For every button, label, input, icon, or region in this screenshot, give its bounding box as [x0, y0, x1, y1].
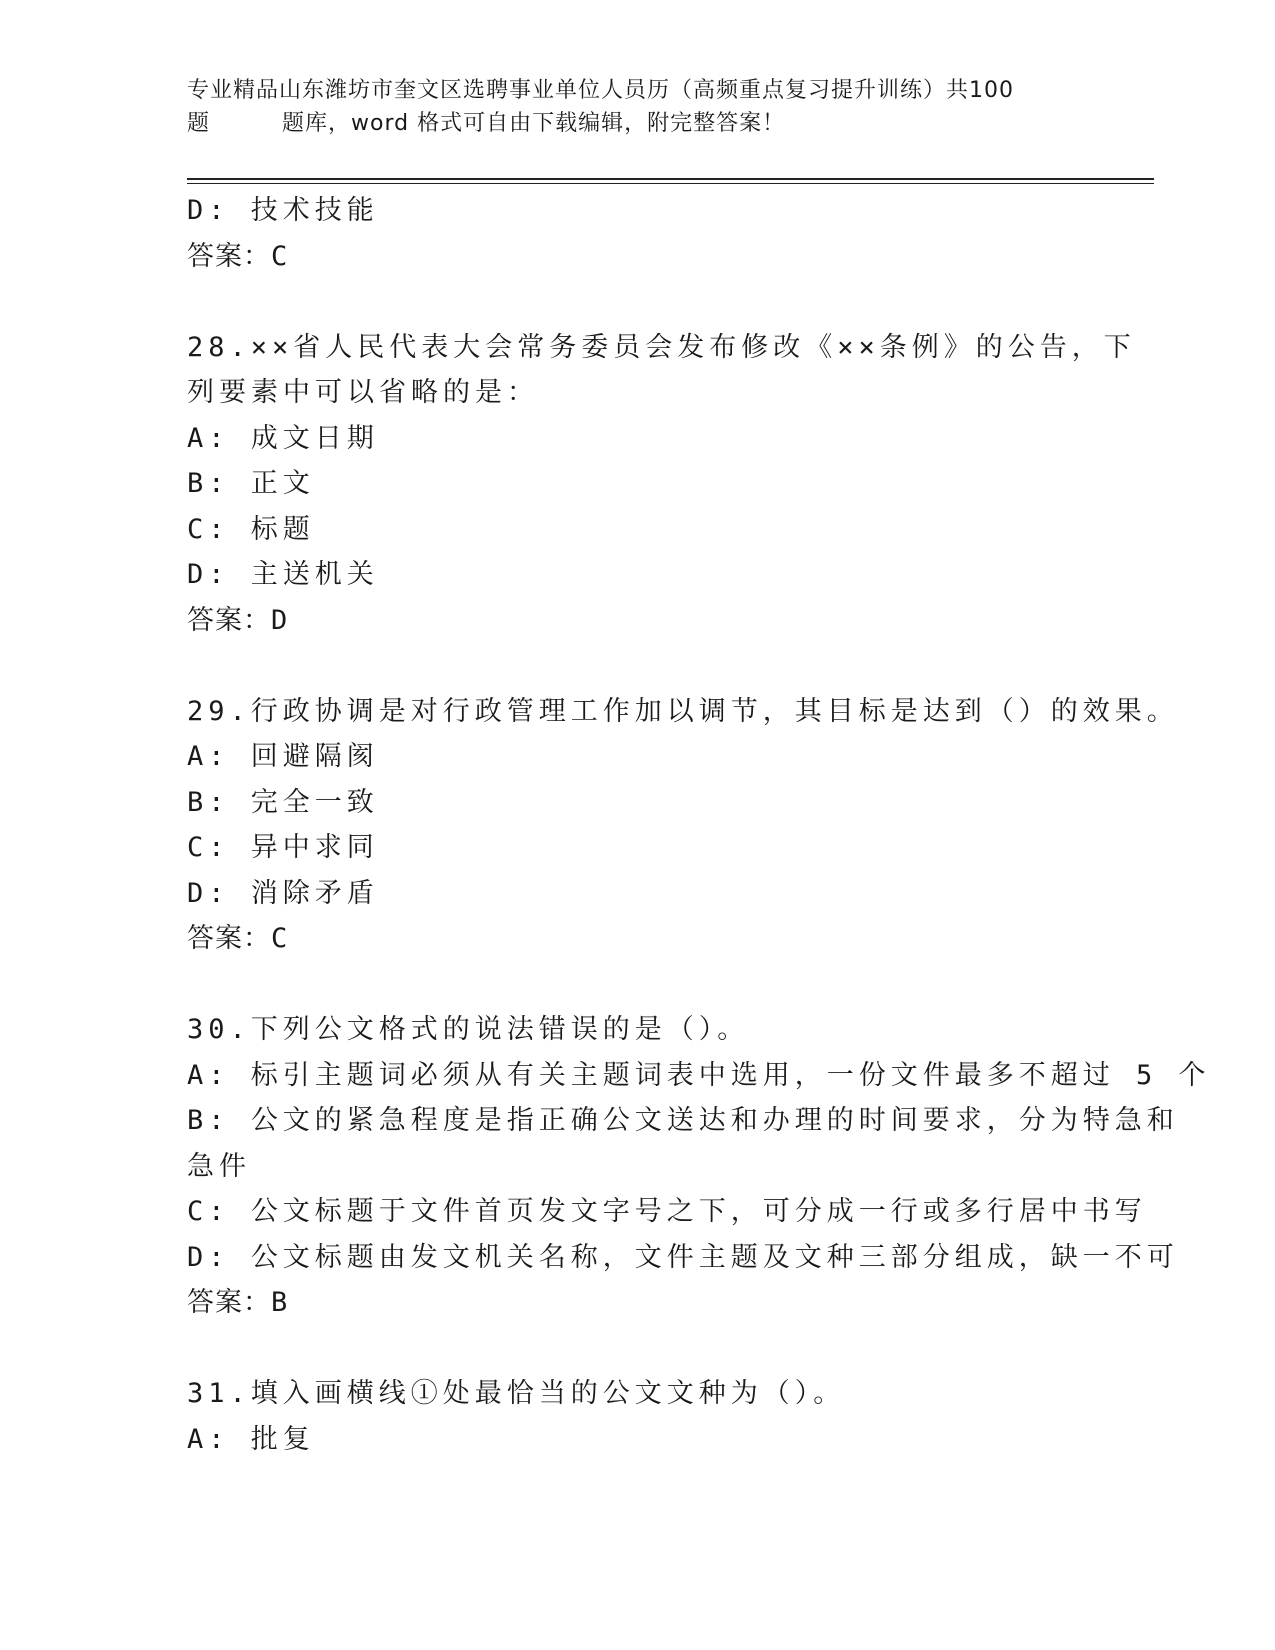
page-header [187, 74, 1087, 140]
header-title-line-2-start: 题 [187, 111, 211, 136]
option-c: C: 异中求同 [187, 832, 379, 863]
answer-line [187, 1280, 1087, 1326]
answer-line [187, 916, 1087, 962]
answer-label: 答案： [187, 1287, 271, 1318]
option-line: D: 技术技能 [187, 195, 379, 226]
header-title-line-2-end: 题库，word 格式可自由下载编辑，附完整答案！ [282, 111, 786, 136]
question-content [187, 188, 1211, 1462]
answer-line [187, 234, 1087, 280]
option-a: A: 回避隔阂 [187, 741, 379, 772]
header-divider-thin [187, 183, 1154, 184]
option-b-continued: 急件 [187, 1150, 251, 1182]
answer-value: C [271, 923, 289, 954]
option-b: B: 公文的紧急程度是指正确公文送达和办理的时间要求，分为特急和 [187, 1105, 1179, 1136]
answer-label: 答案： [187, 240, 271, 272]
question-31 [187, 1371, 1087, 1462]
answer-value: C [271, 240, 289, 272]
question-stem-line: 30.下列公文格式的说法错误的是（）。 [187, 1014, 750, 1045]
answer-value: D [271, 604, 289, 636]
question-30 [187, 1007, 1211, 1326]
header-divider-thick [187, 178, 1154, 180]
option-d: D: 公文标题由发文机关名称，文件主题及文种三部分组成，缺一不可 [187, 1241, 1179, 1273]
option-c: C: 标题 [187, 513, 315, 545]
question-28 [187, 325, 1136, 644]
header-title-line-2 [187, 107, 1087, 140]
option-a: A: 标引主题词必须从有关主题词表中选用，一份文件最多不超过 5 个 [187, 1059, 1211, 1091]
option-b: B: 正文 [187, 468, 315, 499]
option-d: D: 主送机关 [187, 559, 379, 590]
header-title-line-1: 专业精品山东潍坊市奎文区选聘事业单位人员历（高频重点复习提升训练）共100 [187, 78, 1014, 103]
question-stem-line: 28.××省人民代表大会常务委员会发布修改《××条例》的公告，下 [187, 331, 1136, 363]
option-c: C: 公文标题于文件首页发文字号之下，可分成一行或多行居中书写 [187, 1196, 1147, 1227]
question-stem-line: 29.行政协调是对行政管理工作加以调节，其目标是达到（）的效果。 [187, 695, 1179, 727]
answer-line [187, 598, 1087, 644]
question-29 [187, 689, 1179, 962]
option-a: A: 成文日期 [187, 422, 379, 454]
question-stem-line: 列要素中可以省略的是： [187, 377, 539, 408]
answer-label: 答案： [187, 923, 271, 954]
option-d: D: 消除矛盾 [187, 877, 379, 909]
option-b: B: 完全一致 [187, 786, 379, 818]
option-a: A: 批复 [187, 1423, 315, 1455]
question-stem-line: 31.填入画横线①处最恰当的公文文种为（）。 [187, 1378, 846, 1409]
answer-label: 答案： [187, 604, 271, 636]
answer-value: B [271, 1287, 289, 1318]
